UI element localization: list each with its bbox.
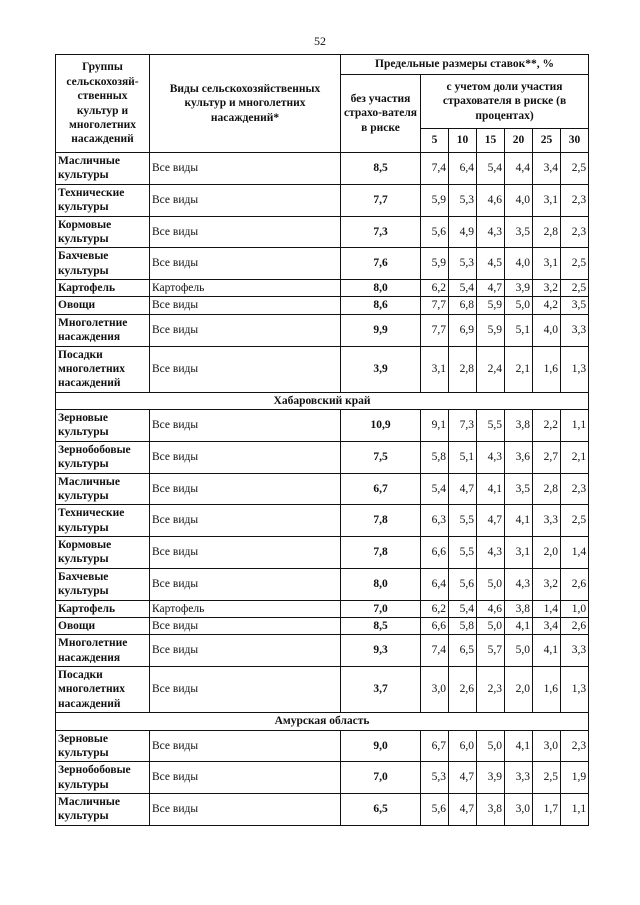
crop-kind: Все виды [150,667,341,713]
crop-group: Зерновые культуры [56,730,150,762]
rate-share-20: 4,1 [505,730,533,762]
header-share-10: 10 [449,129,477,153]
rate-share-10: 5,4 [449,280,477,297]
crop-kind: Все виды [150,153,341,185]
table-row [56,505,589,537]
rate-share-30: 2,6 [561,617,589,634]
crop-kind: Все виды [150,794,341,826]
table-row [56,248,589,280]
crop-kind: Все виды [150,473,341,505]
rate-without-share: 7,8 [341,505,421,537]
rate-without-share: 7,3 [341,216,421,248]
rate-share-15: 5,0 [477,568,505,600]
table-row [56,600,589,617]
crop-kind: Все виды [150,730,341,762]
crop-group: Зернобобовые культуры [56,762,150,794]
rate-share-20: 3,9 [505,280,533,297]
crop-group: Масличные культуры [56,794,150,826]
rate-share-10: 5,8 [449,617,477,634]
rate-share-10: 5,5 [449,537,477,569]
crop-kind: Все виды [150,297,341,314]
crop-kind: Все виды [150,617,341,634]
table-row [56,184,589,216]
crop-kind: Все виды [150,635,341,667]
rate-share-15: 5,7 [477,635,505,667]
rate-without-share: 3,9 [341,346,421,392]
rate-share-25: 3,4 [533,153,561,185]
table-row [56,667,589,713]
rate-share-15: 5,9 [477,297,505,314]
rate-without-share: 6,5 [341,794,421,826]
rate-share-5: 6,6 [421,617,449,634]
rate-share-20: 4,0 [505,184,533,216]
crop-group: Технические культуры [56,184,150,216]
rate-share-10: 6,5 [449,635,477,667]
page-number: 52 [314,34,326,48]
rate-without-share: 10,9 [341,410,421,442]
crop-kind: Картофель [150,600,341,617]
rate-share-20: 3,3 [505,762,533,794]
rate-share-5: 3,1 [421,346,449,392]
rate-share-5: 5,8 [421,441,449,473]
table-row [56,216,589,248]
rate-without-share: 7,0 [341,762,421,794]
rate-share-25: 2,5 [533,762,561,794]
crop-group: Бахчевые культуры [56,248,150,280]
rate-without-share: 8,5 [341,617,421,634]
rate-share-25: 4,1 [533,635,561,667]
header-group: Группы сельскохозяй-ственных культур и многолетних насаждений [56,55,150,153]
rate-share-30: 2,3 [561,473,589,505]
rate-share-30: 2,1 [561,441,589,473]
rate-share-30: 1,3 [561,346,589,392]
rate-share-20: 3,6 [505,441,533,473]
rate-share-25: 1,6 [533,667,561,713]
rate-share-10: 7,3 [449,410,477,442]
rate-share-25: 2,8 [533,216,561,248]
crop-kind: Все виды [150,441,341,473]
rate-share-15: 5,5 [477,410,505,442]
crop-group: Посадки многолетних насаждений [56,667,150,713]
table-row [56,568,589,600]
rate-share-20: 4,1 [505,505,533,537]
rate-share-15: 3,9 [477,762,505,794]
crop-kind: Все виды [150,184,341,216]
header-share-15: 15 [477,129,505,153]
crop-group: Картофель [56,280,150,297]
crop-kind: Все виды [150,314,341,346]
rate-share-15: 4,3 [477,441,505,473]
rate-share-15: 4,7 [477,505,505,537]
rate-share-5: 5,6 [421,216,449,248]
rate-share-5: 5,3 [421,762,449,794]
rate-share-10: 5,5 [449,505,477,537]
rate-share-30: 1,4 [561,537,589,569]
crop-group: Масличные культуры [56,153,150,185]
rate-share-30: 3,3 [561,314,589,346]
rate-share-5: 5,6 [421,794,449,826]
region-row [56,392,589,409]
rate-without-share: 9,0 [341,730,421,762]
rate-share-15: 5,0 [477,730,505,762]
header-without-share: без участия страхо-вателя в риске [341,75,421,153]
rate-share-15: 4,5 [477,248,505,280]
rate-share-15: 4,6 [477,600,505,617]
rate-without-share: 9,9 [341,314,421,346]
region-row [56,713,589,730]
rate-share-15: 5,0 [477,617,505,634]
rate-share-20: 2,1 [505,346,533,392]
rate-share-15: 2,4 [477,346,505,392]
rate-share-30: 3,5 [561,297,589,314]
table-row [56,537,589,569]
rate-share-10: 6,9 [449,314,477,346]
rate-share-20: 5,0 [505,297,533,314]
table-row [56,153,589,185]
crop-group: Масличные культуры [56,473,150,505]
rate-share-10: 2,8 [449,346,477,392]
rate-share-5: 6,2 [421,280,449,297]
crop-group: Зернобобовые культуры [56,441,150,473]
rate-share-5: 6,3 [421,505,449,537]
header-share-30: 30 [561,129,589,153]
crop-kind: Картофель [150,280,341,297]
rate-share-15: 4,7 [477,280,505,297]
rate-share-5: 6,6 [421,537,449,569]
rate-share-20: 3,5 [505,473,533,505]
rate-share-15: 2,3 [477,667,505,713]
rate-share-20: 4,4 [505,153,533,185]
rate-share-10: 5,3 [449,184,477,216]
rate-share-25: 1,7 [533,794,561,826]
table-row [56,617,589,634]
rate-share-5: 5,9 [421,248,449,280]
rate-share-20: 3,8 [505,600,533,617]
rate-share-30: 1,1 [561,794,589,826]
table-row [56,314,589,346]
table-row [56,762,589,794]
crop-kind: Все виды [150,762,341,794]
rate-share-30: 2,3 [561,730,589,762]
rate-share-25: 2,0 [533,537,561,569]
crop-group: Зерновые культуры [56,410,150,442]
crop-group: Бахчевые культуры [56,568,150,600]
rate-share-25: 2,2 [533,410,561,442]
rate-without-share: 8,0 [341,568,421,600]
rate-share-15: 3,8 [477,794,505,826]
header-share-5: 5 [421,129,449,153]
rate-without-share: 8,0 [341,280,421,297]
rate-without-share: 7,7 [341,184,421,216]
rate-share-30: 1,3 [561,667,589,713]
rate-share-5: 6,7 [421,730,449,762]
rate-share-25: 3,4 [533,617,561,634]
rate-share-10: 4,7 [449,762,477,794]
rate-share-25: 3,1 [533,184,561,216]
rate-share-10: 4,9 [449,216,477,248]
rate-share-20: 3,5 [505,216,533,248]
rate-share-30: 1,1 [561,410,589,442]
table-row [56,280,589,297]
table-row [56,635,589,667]
rate-share-5: 9,1 [421,410,449,442]
rate-share-5: 7,4 [421,153,449,185]
crop-kind: Все виды [150,537,341,569]
crop-kind: Все виды [150,346,341,392]
rate-share-15: 5,9 [477,314,505,346]
rate-share-15: 4,3 [477,537,505,569]
rate-share-20: 5,0 [505,635,533,667]
rate-share-30: 1,9 [561,762,589,794]
rate-share-10: 5,4 [449,600,477,617]
rate-share-30: 3,3 [561,635,589,667]
rate-share-10: 4,7 [449,473,477,505]
rate-share-30: 2,3 [561,216,589,248]
rate-share-15: 4,3 [477,216,505,248]
rate-share-20: 3,8 [505,410,533,442]
rate-share-10: 5,3 [449,248,477,280]
rate-share-5: 6,4 [421,568,449,600]
crop-kind: Все виды [150,248,341,280]
rate-share-25: 4,0 [533,314,561,346]
rate-share-30: 1,0 [561,600,589,617]
rate-share-30: 2,6 [561,568,589,600]
crop-group: Овощи [56,297,150,314]
rate-share-15: 4,1 [477,473,505,505]
header-share-25: 25 [533,129,561,153]
rate-without-share: 3,7 [341,667,421,713]
rate-without-share: 7,0 [341,600,421,617]
crop-group: Овощи [56,617,150,634]
crop-group: Многолетние насаждения [56,635,150,667]
rate-without-share: 7,6 [341,248,421,280]
table-row [56,473,589,505]
rate-share-20: 3,1 [505,537,533,569]
table-row [56,794,589,826]
header-with-share: с учетом доли участия страхователя в риске (в процентах) [421,75,589,129]
crop-kind: Все виды [150,505,341,537]
rate-without-share: 8,5 [341,153,421,185]
rate-without-share: 8,6 [341,297,421,314]
rate-without-share: 9,3 [341,635,421,667]
crop-kind: Все виды [150,568,341,600]
rate-share-30: 2,5 [561,505,589,537]
table-row [56,441,589,473]
rate-share-25: 3,2 [533,280,561,297]
rate-share-25: 3,3 [533,505,561,537]
rate-without-share: 6,7 [341,473,421,505]
rate-share-30: 2,5 [561,153,589,185]
rate-share-20: 2,0 [505,667,533,713]
crop-group: Посадки многолетних насаждений [56,346,150,392]
rate-share-30: 2,5 [561,248,589,280]
crop-group: Технические культуры [56,505,150,537]
rate-share-30: 2,3 [561,184,589,216]
rate-share-15: 4,6 [477,184,505,216]
rate-share-20: 4,1 [505,617,533,634]
rate-share-25: 1,4 [533,600,561,617]
crop-group: Картофель [56,600,150,617]
table-row [56,297,589,314]
rate-share-25: 3,0 [533,730,561,762]
rate-share-10: 5,1 [449,441,477,473]
rate-share-10: 6,8 [449,297,477,314]
region-title: Амурская область [56,713,589,730]
rate-share-10: 6,4 [449,153,477,185]
rate-share-5: 6,2 [421,600,449,617]
rate-share-5: 5,4 [421,473,449,505]
table-row [56,730,589,762]
rate-without-share: 7,8 [341,537,421,569]
rate-share-20: 5,1 [505,314,533,346]
crop-group: Многолетние насаждения [56,314,150,346]
rate-without-share: 7,5 [341,441,421,473]
region-title: Хабаровский край [56,392,589,409]
table-row [56,346,589,392]
rate-share-5: 7,7 [421,297,449,314]
header-limits: Предельные размеры ставок**, % [341,55,589,75]
rate-share-25: 3,1 [533,248,561,280]
crop-group: Кормовые культуры [56,537,150,569]
rate-share-20: 4,0 [505,248,533,280]
rate-share-20: 4,3 [505,568,533,600]
header-share-20: 20 [505,129,533,153]
crop-kind: Все виды [150,410,341,442]
crop-kind: Все виды [150,216,341,248]
rate-share-25: 2,8 [533,473,561,505]
rate-share-5: 3,0 [421,667,449,713]
rate-share-5: 5,9 [421,184,449,216]
rate-share-25: 1,6 [533,346,561,392]
rate-share-10: 5,6 [449,568,477,600]
rate-share-25: 2,7 [533,441,561,473]
crop-group: Кормовые культуры [56,216,150,248]
rate-share-15: 5,4 [477,153,505,185]
header-kinds: Виды сельскохозяйственных культур и многолетних насаждений* [150,55,341,153]
rate-share-10: 2,6 [449,667,477,713]
rate-share-10: 4,7 [449,794,477,826]
rate-share-10: 6,0 [449,730,477,762]
rate-share-5: 7,7 [421,314,449,346]
rate-share-25: 4,2 [533,297,561,314]
rate-share-20: 3,0 [505,794,533,826]
insurance-rates-table [55,54,589,826]
table-row [56,410,589,442]
rate-share-5: 7,4 [421,635,449,667]
rate-share-25: 3,2 [533,568,561,600]
rate-share-30: 2,5 [561,280,589,297]
